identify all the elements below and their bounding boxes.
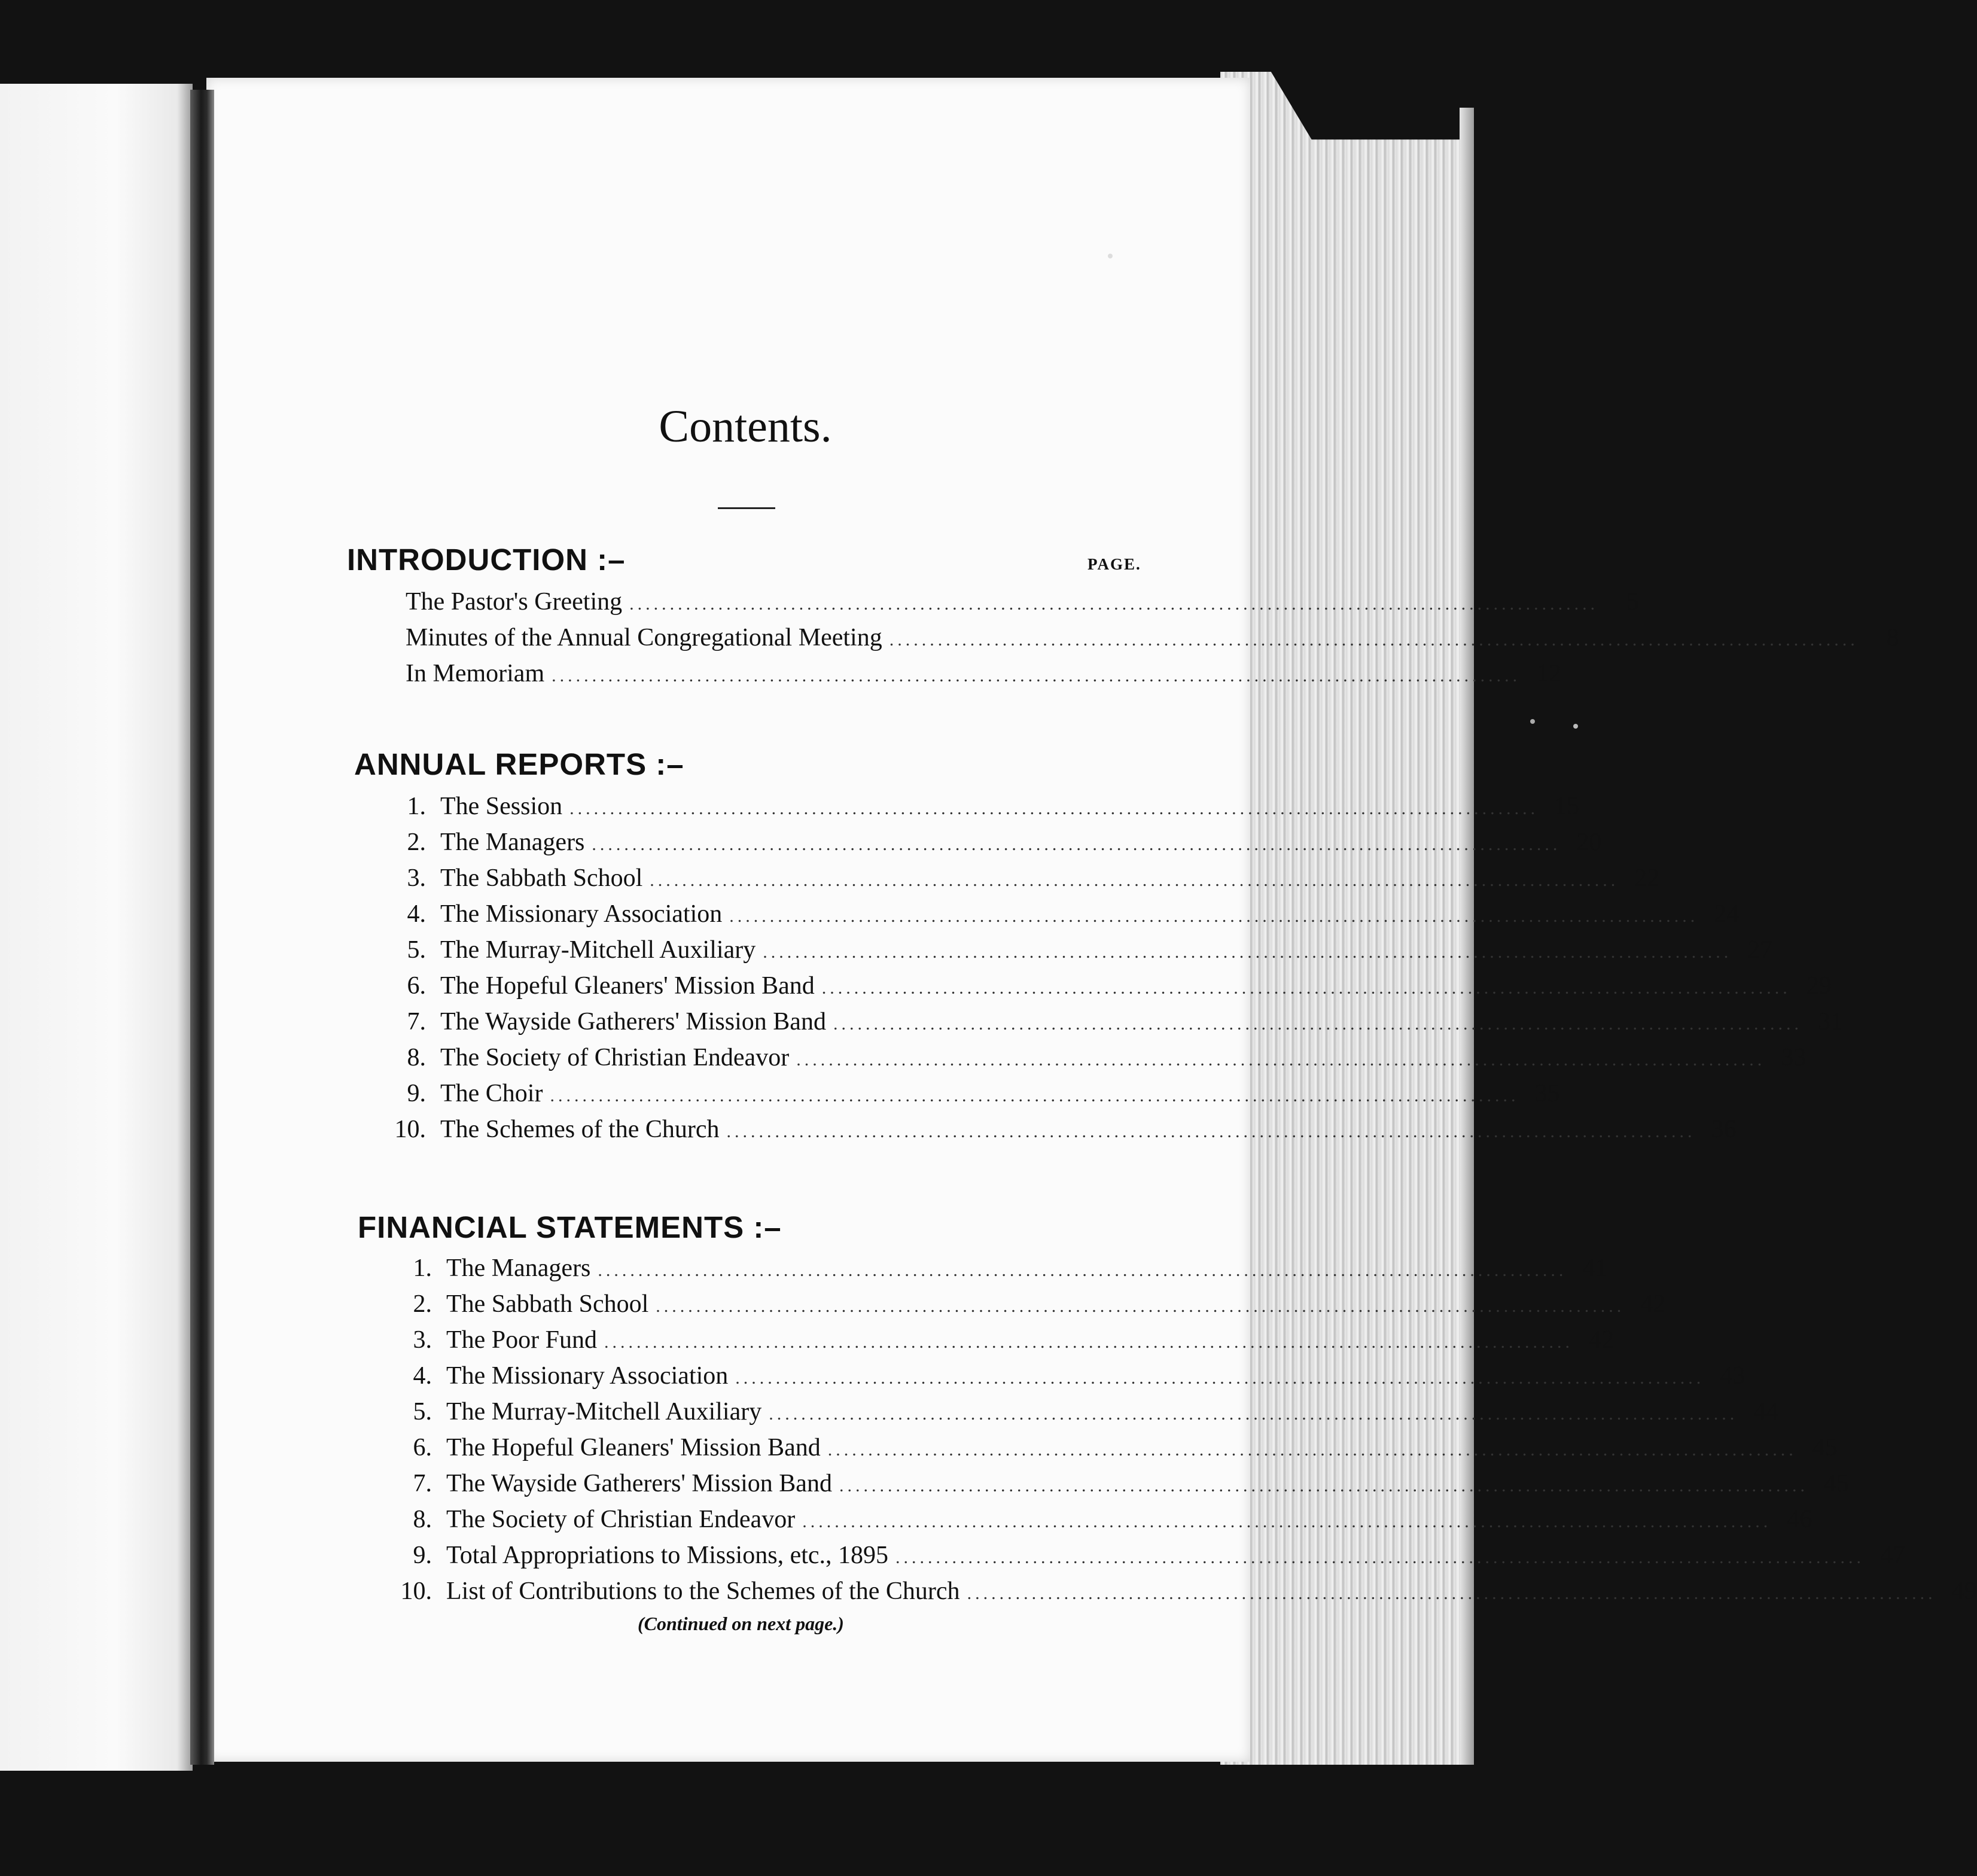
toc-entry-page-number: 47 — [1880, 1542, 1906, 1569]
toc-entry-page-number: 49 — [1951, 1577, 1977, 1605]
toc-entry — [351, 587, 1640, 617]
dot-leader: ........................................................................................................................ — [839, 1476, 1808, 1496]
dot-leader: ........................................................................................................................ — [604, 1332, 1573, 1352]
toc-entry-title: Total Appropriations to Missions, etc., 1895 — [446, 1542, 889, 1569]
dot-leader: ........................................................................................................................ — [763, 942, 1732, 962]
toc-entry — [394, 1326, 1614, 1356]
dot-leader: ........................................................................................................................ — [821, 978, 1791, 998]
toc-entry — [388, 1043, 1807, 1073]
toc-entry-title: The Missionary Association — [440, 900, 723, 928]
toc-entry-number: 5. — [407, 936, 426, 964]
toc-entry-number: 10. — [394, 1116, 426, 1143]
dot-leader: ........................................................................................................................ — [827, 1440, 1797, 1460]
toc-entry-page-number: 42 — [1589, 1326, 1614, 1354]
toc-entry — [394, 1254, 1608, 1284]
toc-entry — [351, 659, 1562, 689]
toc-entry-title: In Memoriam — [406, 660, 545, 687]
toc-entry-number: 9. — [407, 1080, 426, 1107]
dot-leader: ........................................................................................................................ — [629, 594, 1599, 614]
dot-leader: ........................................................................................................................ — [769, 1404, 1738, 1424]
dust-speck — [1573, 724, 1578, 729]
toc-entry-title: The Poor Fund — [446, 1326, 597, 1354]
toc-entry-title: The Wayside Gatherers' Mission Band — [446, 1470, 832, 1497]
dot-leader: ........................................................................................................................ — [967, 1583, 1936, 1603]
dot-leader: ........................................................................................................................ — [802, 1512, 1772, 1531]
dot-leader: ........................................................................................................................ — [735, 1368, 1705, 1388]
toc-entry — [388, 936, 1773, 966]
toc-entry-title: The Session — [440, 793, 563, 820]
toc-entry — [351, 623, 1899, 653]
toc-entry — [394, 1397, 1779, 1427]
toc-entry-number: 1. — [413, 1254, 432, 1282]
dot-leader: ........................................................................................................................ — [552, 666, 1521, 686]
toc-entry-title: List of Contributions to the Schemes of the Church — [446, 1577, 960, 1605]
toc-entry-page-number: 33 — [1781, 1044, 1807, 1071]
toc-entry-page-number: 35 — [1534, 1080, 1560, 1107]
toc-entry-number: 1. — [407, 793, 426, 820]
toc-entry — [394, 1505, 1812, 1535]
section-heading-financial-statements: FINANCIAL STATEMENTS :– — [358, 1210, 782, 1244]
toc-entry-page-number: 29 — [1806, 972, 1832, 1000]
toc-entry-number: 2. — [413, 1290, 432, 1318]
toc-entry-page-number: 31 — [1817, 1008, 1843, 1036]
toc-entry — [394, 1469, 1849, 1499]
toc-entry-page-number: 42 — [1640, 1290, 1666, 1318]
toc-entry-title: The Choir — [440, 1080, 543, 1107]
title-rule — [718, 507, 775, 509]
dot-leader: ........................................................................................................................ — [592, 835, 1561, 854]
toc-entry-title: The Murray-Mitchell Auxiliary — [440, 936, 756, 964]
toc-entry — [394, 1541, 1906, 1571]
toc-entry-title: The Wayside Gatherers' Mission Band — [440, 1008, 826, 1036]
toc-entry-title: The Managers — [440, 829, 585, 856]
book-gutter — [190, 90, 214, 1765]
toc-entry-title: The Society of Christian Endeavor — [446, 1506, 796, 1533]
toc-entry — [388, 972, 1832, 1001]
toc-entry-page-number: 43 — [1720, 1362, 1746, 1390]
toc-entry-number: 9. — [413, 1542, 432, 1569]
dot-leader: ........................................................................................................................ — [796, 1050, 1766, 1070]
toc-entry-number: 6. — [413, 1434, 432, 1461]
toc-entry-title: The Society of Christian Endeavor — [440, 1044, 790, 1071]
toc-entry-page-number: 45 — [1823, 1470, 1849, 1497]
dot-leader: ........................................................................................................................ — [650, 870, 1619, 890]
toc-entry-number: 7. — [407, 1008, 426, 1036]
toc-entry-page-number: 5 — [1626, 588, 1640, 616]
toc-entry-title: The Hopeful Gleaners' Mission Band — [446, 1434, 821, 1461]
toc-entry-page-number: 22 — [1634, 864, 1660, 892]
toc-entry-title: Minutes of the Annual Congregational Meeting — [406, 624, 882, 651]
toc-entry — [388, 828, 1602, 858]
toc-entry — [388, 1007, 1843, 1037]
toc-entry-title: The Missionary Association — [446, 1362, 729, 1390]
dot-leader: ........................................................................................................................ — [569, 799, 1539, 818]
section-heading-introduction: INTRODUCTION :– — [347, 543, 626, 577]
toc-entry-number: 3. — [407, 864, 426, 892]
toc-entry-page-number: 20 — [1576, 829, 1602, 856]
toc-entry-page-number: 44 — [1753, 1398, 1779, 1426]
toc-entry-title: The Hopeful Gleaners' Mission Band — [440, 972, 815, 1000]
toc-entry-page-number: 8 — [1886, 624, 1899, 651]
dot-leader: ........................................................................................................................ — [726, 1122, 1696, 1141]
dust-speck — [1530, 719, 1535, 724]
toc-entry — [394, 1577, 1977, 1607]
toc-entry-number: 8. — [413, 1506, 432, 1533]
toc-entry-page-number: 46 — [1787, 1506, 1812, 1533]
page-title: Contents. — [659, 401, 832, 452]
toc-entry — [388, 864, 1660, 894]
page-column-label: PAGE. — [1087, 555, 1141, 573]
toc-entry — [388, 1115, 1737, 1145]
toc-entry — [388, 900, 1740, 930]
dot-leader: ........................................................................................................................ — [656, 1296, 1625, 1316]
toc-entry-title: The Managers — [446, 1254, 591, 1282]
toc-entry-page-number: 12 — [1536, 660, 1562, 687]
toc-entry-number: 6. — [407, 972, 426, 1000]
toc-entry-page-number: 36 — [1711, 1116, 1737, 1143]
toc-entry-title: The Schemes of the Church — [440, 1116, 720, 1143]
toc-entry-title: The Murray-Mitchell Auxiliary — [446, 1398, 762, 1426]
toc-entry-number: 2. — [407, 829, 426, 856]
dot-leader: ........................................................................................................................ — [833, 1014, 1802, 1034]
toc-entry-number: 4. — [413, 1362, 432, 1390]
toc-entry-title: The Sabbath School — [440, 864, 643, 892]
toc-entry-page-number: 24 — [1714, 900, 1740, 928]
toc-entry-number: 4. — [407, 900, 426, 928]
continued-note: (Continued on next page.) — [638, 1613, 844, 1634]
dot-leader: ........................................................................................................................ — [889, 630, 1859, 650]
dot-leader: ........................................................................................................................ — [729, 906, 1699, 926]
toc-entry-number: 3. — [413, 1326, 432, 1354]
dot-leader: ........................................................................................................................ — [550, 1086, 1519, 1106]
toc-entry — [388, 1079, 1560, 1109]
toc-entry-number: 8. — [407, 1044, 426, 1071]
toc-entry — [388, 792, 1580, 822]
toc-entry-title: The Sabbath School — [446, 1290, 649, 1318]
dot-leader: ........................................................................................................................ — [895, 1548, 1865, 1567]
toc-entry-page-number: 15 — [1554, 793, 1580, 820]
toc-entry-number: 7. — [413, 1470, 432, 1497]
toc-entry — [394, 1290, 1666, 1320]
toc-entry-number: 5. — [413, 1398, 432, 1426]
toc-entry-number: 10. — [400, 1577, 432, 1605]
dust-speck — [1108, 254, 1113, 258]
toc-entry-page-number: 27 — [1747, 936, 1773, 964]
dot-leader: ........................................................................................................................ — [598, 1260, 1567, 1280]
toc-entry-title: The Pastor's Greeting — [406, 588, 623, 616]
toc-entry-page-number: 45 — [1812, 1434, 1838, 1461]
toc-entry-page-number: 41 — [1582, 1254, 1608, 1282]
left-page — [0, 84, 193, 1771]
toc-entry — [394, 1362, 1746, 1391]
toc-entry — [394, 1433, 1838, 1463]
section-heading-annual-reports: ANNUAL REPORTS :– — [354, 747, 684, 781]
